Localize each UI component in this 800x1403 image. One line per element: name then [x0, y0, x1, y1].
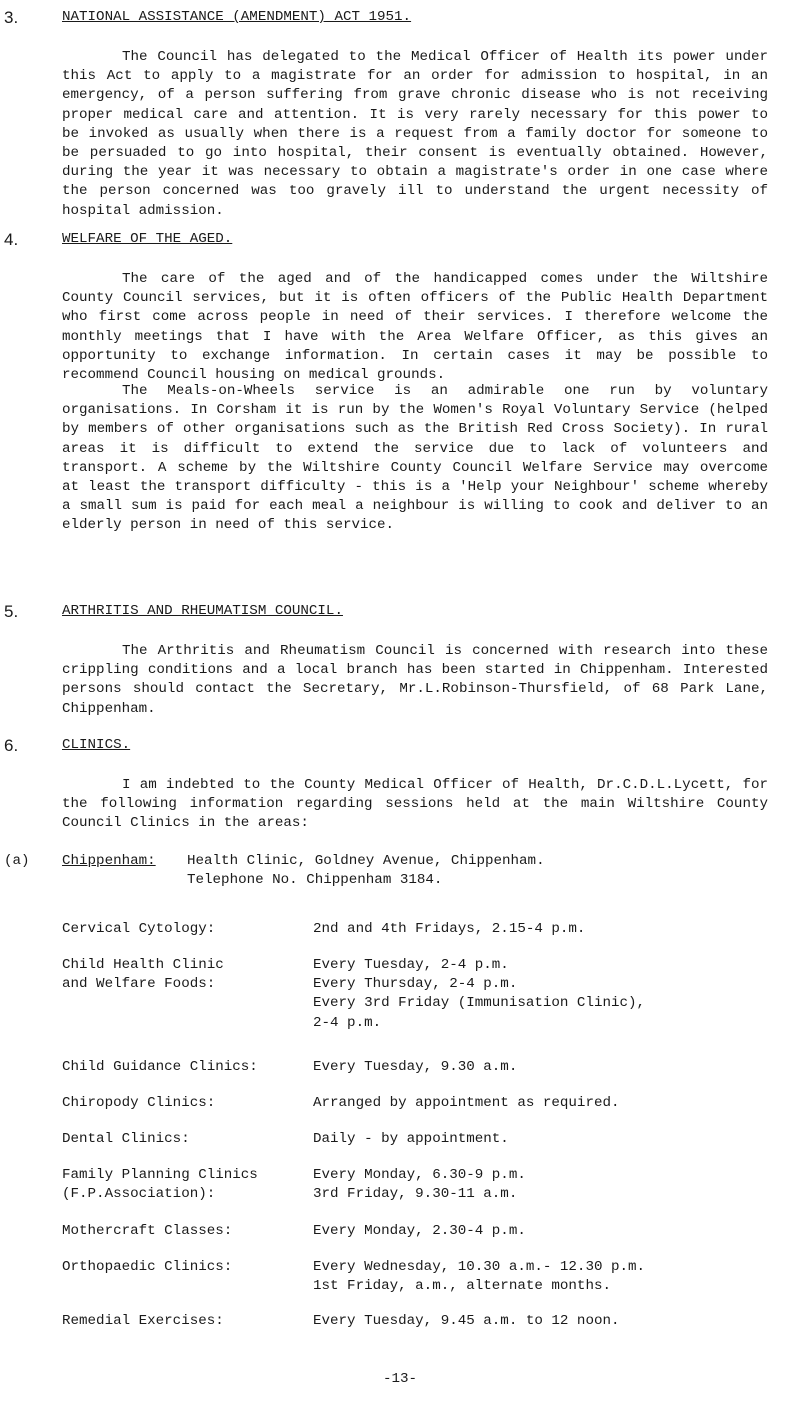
paragraph: The Arthritis and Rheumatism Council is concerned with research into these crippling conditions and a local branch has been started in Chippenham. Interested persons should contact the Secretary, Mr.L.Robinson-Thursfield, of 68 Park Lane, Chippenham.	[62, 643, 768, 717]
paragraph: The Meals-on-Wheels service is an admirable one run by voluntary organisations. In Corsham it is run by the Women's Royal Voluntary Service (helped by members of other organisations such as the British Red Cross Society). In rural areas it is difficult to extend the service due to lack of volunteers and transport. A scheme by the Wiltshire County Council Welfare Service may overcome at least the transport difficulty - this is a 'Help your Neighbour' scheme whereby a small sum is paid for each meal a neighbour is willing to cook and deliver to an elderly person in need of this service.	[62, 383, 768, 534]
section-number: 3.	[4, 8, 19, 27]
clinic-address: Health Clinic, Goldney Avenue, Chippenham.	[187, 853, 545, 869]
clinic-schedule: Every Wednesday, 10.30 a.m.- 12.30 p.m. 1st Friday, a.m., alternate months.	[313, 1259, 646, 1295]
clinic-schedule: 2nd and 4th Fridays, 2.15-4 p.m.	[313, 921, 586, 937]
section-number: 6.	[4, 736, 19, 755]
paragraph: I am indebted to the County Medical Officer of Health, Dr.C.D.L.Lycett, for the following information regarding sessions held at the main Wiltshire County Council Clinics in the areas:	[62, 777, 768, 832]
section-number: 5.	[4, 602, 19, 621]
clinic-telephone: Telephone No. Chippenham 3184.	[187, 872, 443, 888]
section-heading: WELFARE OF THE AGED.	[62, 231, 233, 247]
clinic-label: Orthopaedic Clinics:	[62, 1259, 233, 1275]
page-number: -13-	[382, 1371, 418, 1387]
clinic-schedule: Every Tuesday, 2-4 p.m. Every Thursday, 2-4 p.m. Every 3rd Friday (Immunisation Clinic), 2-4 p.m.	[313, 957, 646, 1031]
paragraph: The care of the aged and of the handicapped comes under the Wiltshire County Council services, but it is often officers of the Public Health Department who first come across people in need of their services. I therefore welcome the monthly meetings that I have with the Area Welfare Officer, as this gives an opportunity to exchange information. In certain cases it may be possible to recommend Council housing on medical grounds.	[62, 271, 768, 384]
clinic-schedule: Every Monday, 2.30-4 p.m.	[313, 1223, 526, 1239]
clinic-label: Child Health Clinic and Welfare Foods:	[62, 957, 224, 993]
clinic-schedule: Every Tuesday, 9.45 a.m. to 12 noon.	[313, 1313, 620, 1329]
section-heading: ARTHRITIS AND RHEUMATISM COUNCIL.	[62, 603, 343, 619]
clinic-label: Remedial Exercises:	[62, 1313, 224, 1329]
section-number: 4.	[4, 230, 19, 249]
clinic-schedule: Every Monday, 6.30-9 p.m. 3rd Friday, 9.30-11 a.m.	[313, 1167, 526, 1203]
paragraph: The Council has delegated to the Medical Officer of Health its power under this Act to apply to a magistrate for an order for admission to hospital, in an emergency, of a person suffering from grave chronic disease who is not receiving proper medical care and attention. It is very rarely necessary for this power to be invoked as usually when there is a request from a family doctor for someone to be persuaded to go into hospital, their consent is eventually obtained. However, during the year it was necessary to obtain a magistrate's order in one case where the person concerned was too gravely ill to understand the urgent necessity of hospital admission.	[62, 49, 768, 219]
clinic-schedule: Daily - by appointment.	[313, 1131, 509, 1147]
clinic-label: Mothercraft Classes:	[62, 1223, 233, 1239]
clinic-schedule: Arranged by appointment as required.	[313, 1095, 620, 1111]
clinic-label: Chiropody Clinics:	[62, 1095, 216, 1111]
clinic-label: Dental Clinics:	[62, 1131, 190, 1147]
section-heading: NATIONAL ASSISTANCE (AMENDMENT) ACT 1951.	[62, 9, 412, 25]
clinic-label: Family Planning Clinics (F.P.Association):	[62, 1167, 258, 1203]
clinic-schedule: Every Tuesday, 9.30 a.m.	[313, 1059, 518, 1075]
clinic-label: Child Guidance Clinics:	[62, 1059, 258, 1075]
section-heading: CLINICS.	[62, 737, 131, 753]
list-marker: (a)	[4, 853, 30, 869]
place-name: Chippenham:	[62, 853, 156, 869]
clinic-label: Cervical Cytology:	[62, 921, 216, 937]
